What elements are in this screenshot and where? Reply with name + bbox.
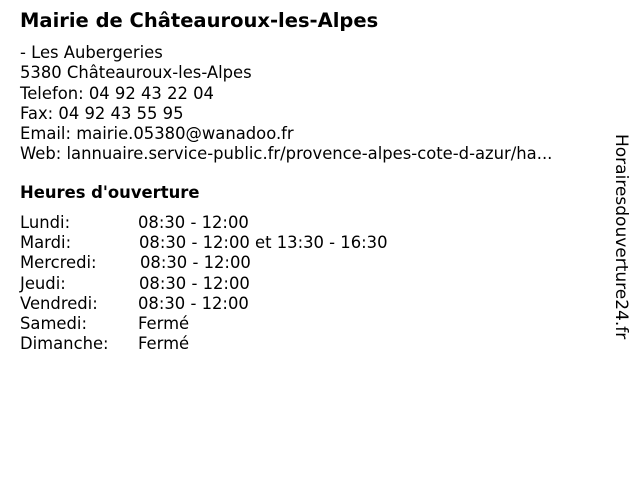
day-label: Vendredi:	[20, 293, 98, 313]
time-value: 08:30 - 12:00	[138, 213, 249, 232]
brand-watermark: Horairesdouverture24.fr	[611, 134, 631, 340]
web-line: Web: lannuaire.service-public.fr/provence-alpes-cote-d-azur/ha...	[20, 144, 553, 164]
phone-line: Telefon: 04 92 43 22 04	[20, 83, 214, 103]
city-line: 5380 Châteauroux-les-Alpes	[20, 63, 252, 83]
time-value: 08:30 - 12:00 et 13:30 - 16:30	[139, 233, 388, 253]
day-label: Dimanche:	[20, 334, 109, 354]
day-label: Mercredi:	[20, 253, 97, 273]
time-value: 08:30 - 12:00	[138, 293, 249, 313]
page-title: Mairie de Châteauroux-les-Alpes	[20, 9, 379, 32]
hours-heading: Heures d'ouverture	[20, 183, 200, 202]
street-line: - Les Aubergeries	[20, 43, 163, 62]
time-value: 08:30 - 12:00	[139, 273, 250, 293]
time-value: 08:30 - 12:00	[140, 253, 251, 273]
day-label: Lundi:	[20, 213, 71, 232]
day-label: Samedi:	[20, 313, 87, 333]
day-label: Mardi:	[20, 233, 72, 253]
fax-line: Fax: 04 92 43 55 95	[20, 103, 184, 123]
address-block	[20, 43, 552, 165]
time-value: Fermé	[138, 313, 190, 333]
day-label: Jeudi:	[20, 273, 66, 293]
email-line: Email: mairie.05380@wanadoo.fr	[20, 124, 294, 144]
time-value: Fermé	[138, 334, 190, 354]
